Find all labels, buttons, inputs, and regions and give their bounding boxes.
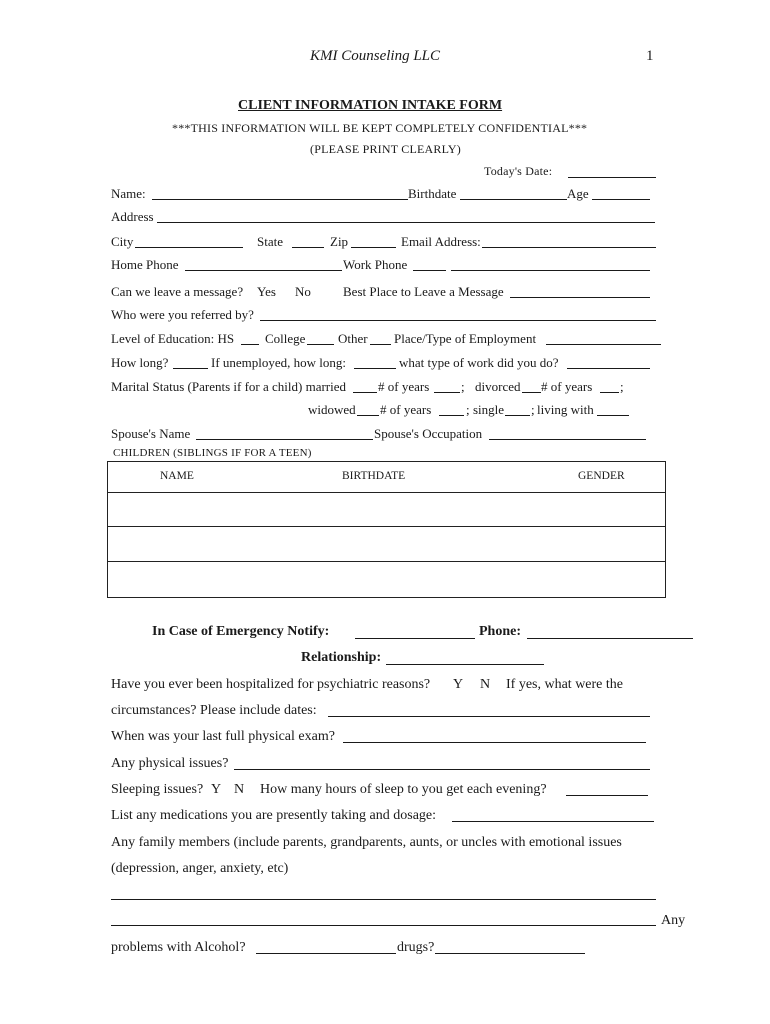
other-label: Other <box>338 331 368 346</box>
married-years-label: # of years <box>378 379 430 394</box>
single-label: single <box>473 402 505 417</box>
college-field[interactable] <box>307 344 334 345</box>
column-header-gender: GENDER <box>578 470 625 482</box>
other-field[interactable] <box>370 344 391 345</box>
relationship-field[interactable] <box>386 664 544 665</box>
semicolon-3: ; <box>466 402 470 417</box>
leave-message-label: Can we leave a message? <box>111 284 244 299</box>
family-answer-line[interactable] <box>111 925 656 926</box>
email-label: Email Address: <box>401 234 481 249</box>
emergency-notify-label: In Case of Emergency Notify: <box>152 624 330 639</box>
print-notice: (PLEASE PRINT CLEARLY) <box>310 142 461 156</box>
best-place-label: Best Place to Leave a Message <box>343 284 504 299</box>
state-field[interactable] <box>292 247 324 248</box>
work-phone-ext-field[interactable] <box>413 270 446 271</box>
confidential-notice: ***THIS INFORMATION WILL BE KEPT COMPLETELY CONFIDENTIAL*** <box>172 121 588 135</box>
work-phone-field[interactable] <box>451 270 650 271</box>
city-field[interactable] <box>135 247 243 248</box>
widowed-field[interactable] <box>357 415 379 416</box>
column-header-birthdate: BIRTHDATE <box>342 470 406 482</box>
column-header-name: NAME <box>160 470 194 482</box>
semicolon-1: ; <box>461 379 465 394</box>
leave-message-no[interactable]: No <box>295 284 311 299</box>
sleep-hours-field[interactable] <box>566 795 648 796</box>
married-field[interactable] <box>353 392 377 393</box>
work-type-label: what type of work did you do? <box>399 355 559 370</box>
emergency-phone-label: Phone: <box>479 624 521 639</box>
college-label: College <box>265 331 306 346</box>
education-label: Level of Education: HS <box>111 331 235 346</box>
living-with-field[interactable] <box>597 415 629 416</box>
marital-status-label: Marital Status (Parents if for a child) married <box>111 379 347 394</box>
education-hs-field[interactable] <box>241 344 259 345</box>
name-label: Name: <box>111 186 146 201</box>
alcohol-field[interactable] <box>256 953 396 954</box>
birthdate-label: Birthdate <box>408 186 457 201</box>
hospitalized-yes[interactable]: Y <box>453 677 464 692</box>
divorced-years-field[interactable] <box>600 392 619 393</box>
alcohol-label: problems with Alcohol? <box>111 940 246 955</box>
work-type-field[interactable] <box>567 368 650 369</box>
medications-field[interactable] <box>452 821 654 822</box>
semicolon-4: ; <box>531 402 535 417</box>
family-answer-line[interactable] <box>111 899 656 900</box>
how-long-label: How long? <box>111 355 169 370</box>
address-label: Address <box>111 209 154 224</box>
unemployed-duration-field[interactable] <box>354 368 396 369</box>
home-phone-label: Home Phone <box>111 257 179 272</box>
divorced-field[interactable] <box>522 392 541 393</box>
state-label: State <box>257 234 283 249</box>
sleep-hours-label: How many hours of sleep to you get each evening? <box>260 782 547 797</box>
physical-exam-label: When was your last full physical exam? <box>111 729 335 744</box>
spouse-name-field[interactable] <box>196 439 373 440</box>
spouse-occupation-field[interactable] <box>489 439 646 440</box>
hospitalized-question: Have you ever been hospitalized for psychiatric reasons? <box>111 677 431 692</box>
spouse-name-label: Spouse's Name <box>111 426 191 441</box>
relationship-label: Relationship: <box>301 650 382 665</box>
best-place-field[interactable] <box>510 297 650 298</box>
page-number: 1 <box>646 48 654 64</box>
widowed-years-field[interactable] <box>439 415 464 416</box>
if-unemployed-label: If unemployed, how long: <box>211 355 347 370</box>
home-phone-field[interactable] <box>185 270 342 271</box>
if-yes-label: If yes, what were the <box>506 677 624 692</box>
age-label: Age <box>567 186 589 201</box>
emergency-notify-field[interactable] <box>355 638 475 639</box>
family-examples-label: (depression, anger, anxiety, etc) <box>111 861 289 876</box>
employment-field[interactable] <box>546 344 661 345</box>
physical-issues-label: Any physical issues? <box>111 756 229 771</box>
birthdate-field[interactable] <box>460 199 567 200</box>
widowed-label: widowed <box>308 402 356 417</box>
age-field[interactable] <box>592 199 650 200</box>
work-phone-label: Work Phone <box>343 257 408 272</box>
circumstances-field[interactable] <box>328 716 650 717</box>
employment-label: Place/Type of Employment <box>394 331 537 346</box>
sleeping-yes[interactable]: Y <box>211 782 222 797</box>
form-title: CLIENT INFORMATION INTAKE FORM <box>238 98 503 113</box>
how-long-field[interactable] <box>173 368 208 369</box>
emergency-phone-field[interactable] <box>527 638 693 639</box>
widowed-years-label: # of years <box>380 402 432 417</box>
living-with-label: living with <box>537 402 594 417</box>
table-row[interactable] <box>108 492 665 527</box>
spouse-occupation-label: Spouse's Occupation <box>374 426 483 441</box>
divorced-years-label: # of years <box>541 379 593 394</box>
email-field[interactable] <box>482 247 656 248</box>
drugs-label: drugs? <box>397 940 435 955</box>
physical-issues-field[interactable] <box>234 769 650 770</box>
married-years-field[interactable] <box>434 392 460 393</box>
city-label: City <box>111 234 134 249</box>
circumstances-label: circumstances? Please include dates: <box>111 703 317 718</box>
company-header: KMI Counseling LLC <box>310 48 441 64</box>
sleeping-no[interactable]: N <box>234 782 245 797</box>
zip-label: Zip <box>330 234 349 249</box>
family-members-label: Any family members (include parents, grandparents, aunts, or uncles with emotional issues <box>111 835 622 850</box>
sleeping-issues-label: Sleeping issues? <box>111 782 204 797</box>
children-heading: CHILDREN (SIBLINGS IF FOR A TEEN) <box>113 447 312 459</box>
zip-field[interactable] <box>351 247 396 248</box>
name-field[interactable] <box>152 199 408 200</box>
divorced-label: divorced <box>475 379 521 394</box>
address-field[interactable] <box>157 222 655 223</box>
drugs-field[interactable] <box>435 953 585 954</box>
medications-label: List any medications you are presently taking and dosage: <box>111 808 437 823</box>
referred-by-field[interactable] <box>260 320 656 321</box>
single-field[interactable] <box>505 415 530 416</box>
physical-exam-field[interactable] <box>343 742 646 743</box>
referred-by-label: Who were you referred by? <box>111 307 254 322</box>
table-row[interactable] <box>108 561 665 597</box>
todays-date-label: Today's Date: <box>484 164 553 178</box>
todays-date-field[interactable] <box>568 177 656 178</box>
any-label: Any <box>661 913 686 928</box>
table-row[interactable] <box>108 526 665 561</box>
leave-message-yes[interactable]: Yes <box>257 284 276 299</box>
semicolon-2: ; <box>620 379 624 394</box>
hospitalized-no[interactable]: N <box>480 677 491 692</box>
children-table <box>107 461 666 598</box>
